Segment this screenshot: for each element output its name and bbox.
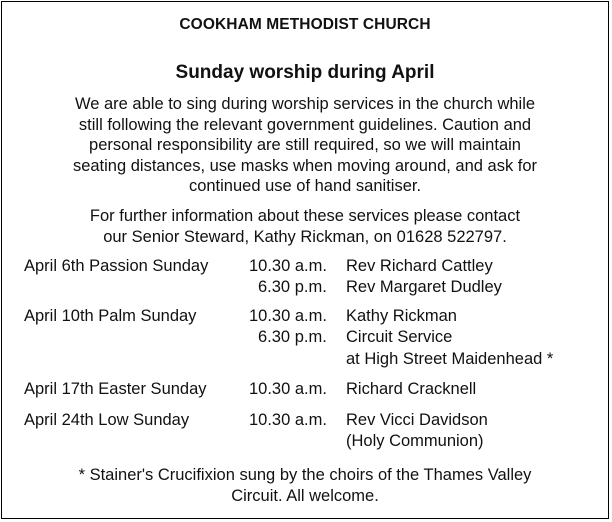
service-leader: Rev Margaret Dudley bbox=[346, 278, 502, 296]
service-time: 10.30 a.m. bbox=[249, 380, 327, 398]
service-day: April 24th Low Sunday bbox=[24, 411, 190, 429]
footnote-line: Circuit. All welcome. bbox=[231, 486, 379, 505]
service-leader: Kathy Rickman bbox=[346, 307, 457, 325]
footnote-line: * Stainer's Crucifixion sung by the choirs of the Thames Valley bbox=[78, 466, 532, 484]
contact-line: For further information about these services please contact bbox=[89, 207, 521, 225]
service-day: April 17th Easter Sunday bbox=[24, 380, 207, 398]
service-time: 10.30 a.m. bbox=[249, 411, 327, 429]
service-note: (Holy Communion) bbox=[346, 432, 484, 450]
service-leader: Richard Cracknell bbox=[346, 380, 477, 398]
service-day: April 6th Passion Sunday bbox=[24, 257, 209, 275]
notice-frame bbox=[1, 1, 609, 519]
intro-paragraph bbox=[2, 94, 608, 197]
intro-line: seating distances, use masks when moving around, and ask for bbox=[72, 156, 538, 175]
intro-line: personal responsibility are still required, so we will maintain bbox=[89, 136, 521, 154]
service-time: 10.30 a.m. bbox=[249, 307, 327, 325]
intro-line: continued use of hand sanitiser. bbox=[188, 177, 422, 195]
service-time: 6.30 p.m. bbox=[258, 328, 327, 346]
service-day: April 10th Palm Sunday bbox=[24, 307, 197, 325]
church-name: COOKHAM METHODIST CHURCH bbox=[179, 16, 431, 33]
service-leader: Rev Vicci Davidson bbox=[346, 411, 488, 429]
footnote bbox=[2, 465, 608, 506]
service-leader: Rev Richard Cattley bbox=[346, 257, 493, 275]
contact-line: our Senior Steward, Kathy Rickman, on 01628 522797. bbox=[103, 227, 507, 246]
contact-paragraph bbox=[2, 206, 608, 247]
service-time: 6.30 p.m. bbox=[258, 278, 327, 296]
intro-line: still following the relevant government guidelines. Caution and bbox=[78, 115, 532, 134]
service-time: 10.30 a.m. bbox=[249, 257, 327, 275]
intro-line: We are able to sing during worship services in the church while bbox=[74, 95, 536, 113]
service-note: at High Street Maidenhead * bbox=[346, 350, 554, 368]
page-title: Sunday worship during April bbox=[175, 62, 435, 83]
service-leader: Circuit Service bbox=[346, 328, 453, 346]
